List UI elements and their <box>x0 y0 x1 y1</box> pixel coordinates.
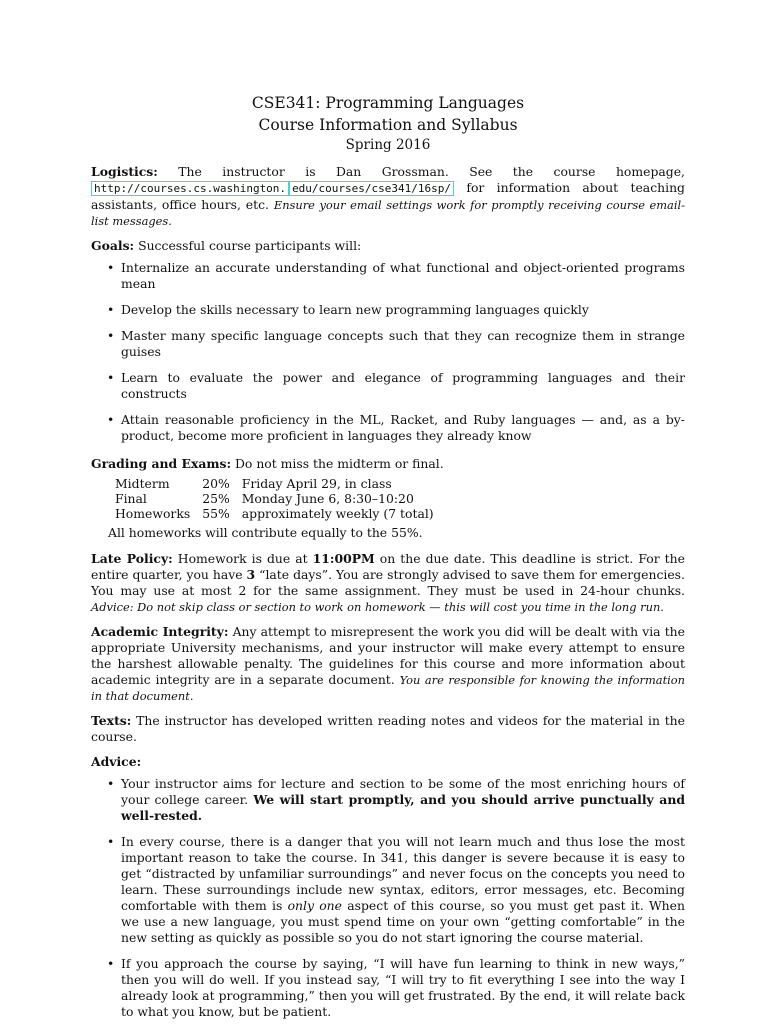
logistics-text-2: for information about teaching assistants, office hours, etc. <box>91 180 685 212</box>
late-policy-label: Late Policy: <box>91 551 173 566</box>
logistics-text: The instructor is Dan Grossman. See the course homepage, <box>178 164 685 179</box>
course-title: CSE341: Programming Languages <box>251 94 525 112</box>
grading-table <box>115 476 446 521</box>
grade-item: Midterm <box>115 476 170 491</box>
list-item <box>91 302 685 318</box>
list-item <box>91 328 685 360</box>
list-item <box>91 370 685 402</box>
advice-heading <box>91 754 685 770</box>
grade-when: Monday June 6, 8:30–10:20 <box>241 491 414 506</box>
bullet-icon: • <box>107 412 115 427</box>
advice-text: aspect of this course, so you must get past it. When we use a new language, you must spend time on your own “getting comfortable” in the new setting as quickly as possible so you do not start ignoring the course material. <box>121 898 685 945</box>
late-policy-text: on the due date. This deadline is strict. For the entire quarter, you have <box>91 551 685 582</box>
grade-weight: 20% <box>202 476 230 491</box>
advice-text: If you approach the course by saying, “I will have fun learning to think in new ways,” then you will do well. If you instead say, “I will try to fit everything I see into the way I already look at programming,” then you will get frustrated. By the end, it will relate back to what you know, but be patient. <box>121 956 685 1019</box>
bullet-icon: • <box>107 370 115 385</box>
texts-label: Texts: <box>91 713 132 728</box>
late-policy-paragraph <box>91 551 685 615</box>
integrity-note: You are responsible for knowing the information in that document. <box>91 673 685 703</box>
table-row <box>115 491 446 506</box>
goals-intro: Successful course participants will: <box>138 238 362 253</box>
texts-paragraph <box>91 713 685 745</box>
goals-paragraph <box>91 238 685 254</box>
list-item <box>91 776 685 824</box>
course-homepage-link-part2[interactable]: edu/courses/cse341/16sp/ <box>289 181 454 196</box>
bullet-icon: • <box>107 956 115 971</box>
table-row <box>115 506 446 521</box>
goal-text: Master many specific language concepts such that they can recognize them in strange guises <box>121 328 685 359</box>
grade-weight: 25% <box>202 491 230 506</box>
syllabus-page <box>91 92 685 1032</box>
advice-text: Your instructor aims for lecture and section to be some of the most enriching hours of your college career. <box>121 776 685 807</box>
advice-text: In every course, there is a danger that you will not learn much and thus lose the most important reason to take the course. In 341, this danger is severe because it is easy to get “distracted by unfamiliar surroundings” and never focus on the concepts you need to learn. These surroundings include new syntax, editors, error messages, etc. Becoming comfortable with them is <box>121 834 685 913</box>
bullet-icon: • <box>107 260 115 275</box>
grading-label: Grading and Exams: <box>91 456 232 471</box>
due-time: 11:00PM <box>312 551 375 566</box>
logistics-label: Logistics: <box>91 164 158 179</box>
bullet-icon: • <box>107 328 115 343</box>
late-days-count: 3 <box>246 567 256 582</box>
advice-emphasis: only one <box>287 898 342 913</box>
course-homepage-link-part1[interactable]: http://courses.cs.washington. <box>91 181 289 196</box>
bullet-icon: • <box>107 834 115 849</box>
goal-text: Develop the skills necessary to learn new programming languages quickly <box>121 302 589 317</box>
grade-weight: 55% <box>202 506 230 521</box>
grading-footer: All homeworks will contribute equally to the 55%. <box>108 525 423 540</box>
list-item <box>91 412 685 444</box>
advice-list <box>91 776 685 1020</box>
integrity-paragraph <box>91 624 685 704</box>
late-policy-text: Homework is due at <box>177 551 308 566</box>
advice-bold-text: We will start promptly, and you should arrive punctually and well-rested. <box>121 792 685 823</box>
integrity-text: Any attempt to misrepresent the work you did will be dealt with via the appropriate University mechanisms, and your instructor will make every attempt to ensure the harshest allowable penalty. The guidelines for this course and more information about academic integrity are in a separate document. <box>91 624 685 687</box>
list-item <box>91 956 685 1020</box>
list-item <box>91 260 685 292</box>
grade-item: Final <box>115 491 147 506</box>
late-policy-text: “late days”. You are strongly advised to save them for emergencies. You may use at most 2 for the same assignment. They must be used in 24-hour chunks. <box>91 567 685 598</box>
term-label: Spring 2016 <box>345 137 431 153</box>
grade-item: Homeworks <box>115 506 191 521</box>
integrity-label: Academic Integrity: <box>91 624 229 639</box>
texts-text: The instructor has developed written reading notes and videos for the material in the course. <box>91 713 685 744</box>
goal-text: Attain reasonable proficiency in the ML, Racket, and Ruby languages — and, as a by-product, become more proficient in languages they already know <box>121 412 685 443</box>
table-row <box>115 476 446 491</box>
late-policy-advice: Advice: Do not skip class or section to work on homework — this will cost you time in the long run. <box>91 600 664 614</box>
document-title: Course Information and Syllabus <box>258 116 518 134</box>
goals-label: Goals: <box>91 238 135 253</box>
grading-paragraph <box>91 456 685 472</box>
advice-label: Advice: <box>91 754 142 769</box>
bullet-icon: • <box>107 776 115 791</box>
grade-when: Friday April 29, in class <box>241 476 392 491</box>
list-item <box>91 834 685 946</box>
grade-when: approximately weekly (7 total) <box>241 506 434 521</box>
goal-text: Learn to evaluate the power and elegance of programming languages and their constructs <box>121 370 685 401</box>
grading-intro: Do not miss the midterm or final. <box>234 456 444 471</box>
bullet-icon: • <box>107 302 115 317</box>
goal-text: Internalize an accurate understanding of what functional and object-oriented programs mean <box>121 260 685 291</box>
goals-list <box>91 260 685 444</box>
email-settings-note: Ensure your email settings work for promptly receiving course email-list messages. <box>91 198 685 228</box>
logistics-paragraph <box>91 164 685 229</box>
